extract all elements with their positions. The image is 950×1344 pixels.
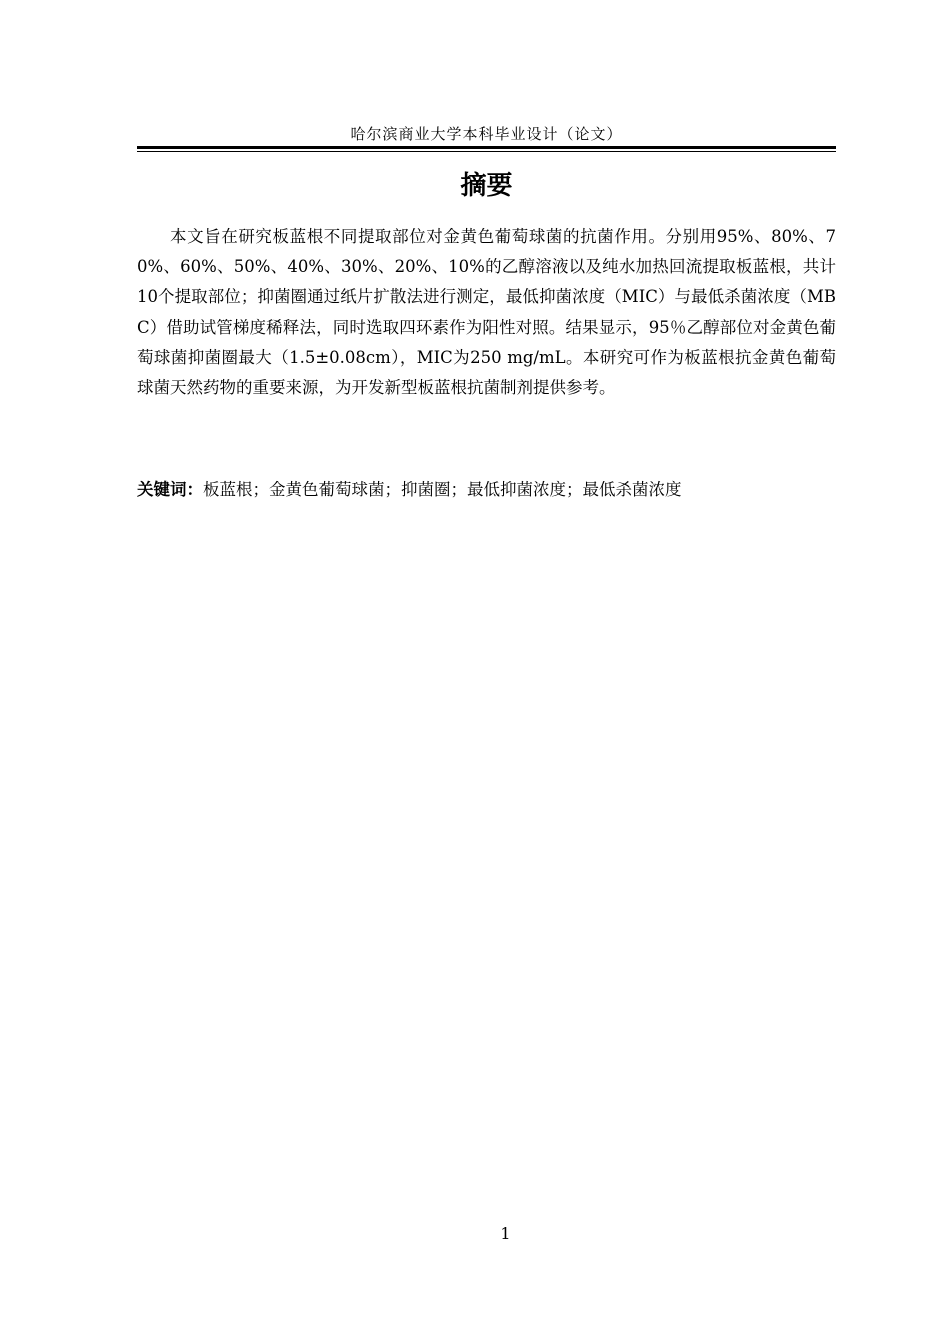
abstract-title: 摘要 [460, 171, 513, 201]
running-header: 哈尔滨商业大学本科毕业设计（论文） [350, 125, 623, 143]
keywords-line [137, 477, 836, 503]
abstract-paragraph: 本文旨在研究板蓝根不同提取部位对金黄色葡萄球菌的抗菌作用。分别用95%、80%、70%、60%、50%、40%、30%、20%、10%的乙醇溶液以及纯水加热回流提取板蓝根，共计10个提取部位；抑菌圈通过纸片扩散法进行测定，最低抑菌浓度（MIC）与最低杀菌浓度（MBC）借助试管梯度稀释法，同时选取四环素作为阳性对照。结果显示，95％乙醇部位对金黄色葡萄球菌抑菌圈最大（1.5±0.08cm），MIC为250 mg/mL。本研究可作为板蓝根抗金黄色葡萄球菌天然药物的重要来源，为开发新型板蓝根抗菌制剂提供参考。 [137, 227, 836, 398]
header-rule [137, 146, 836, 154]
keywords-value: 板蓝根；金黄色葡萄球菌；抑菌圈；最低抑菌浓度；最低杀菌浓度 [203, 480, 682, 499]
page-number: 1 [500, 1224, 511, 1243]
header-rule-thick [137, 146, 836, 149]
keywords-label: 关键词： [137, 480, 203, 499]
header-rule-thin [137, 151, 836, 152]
